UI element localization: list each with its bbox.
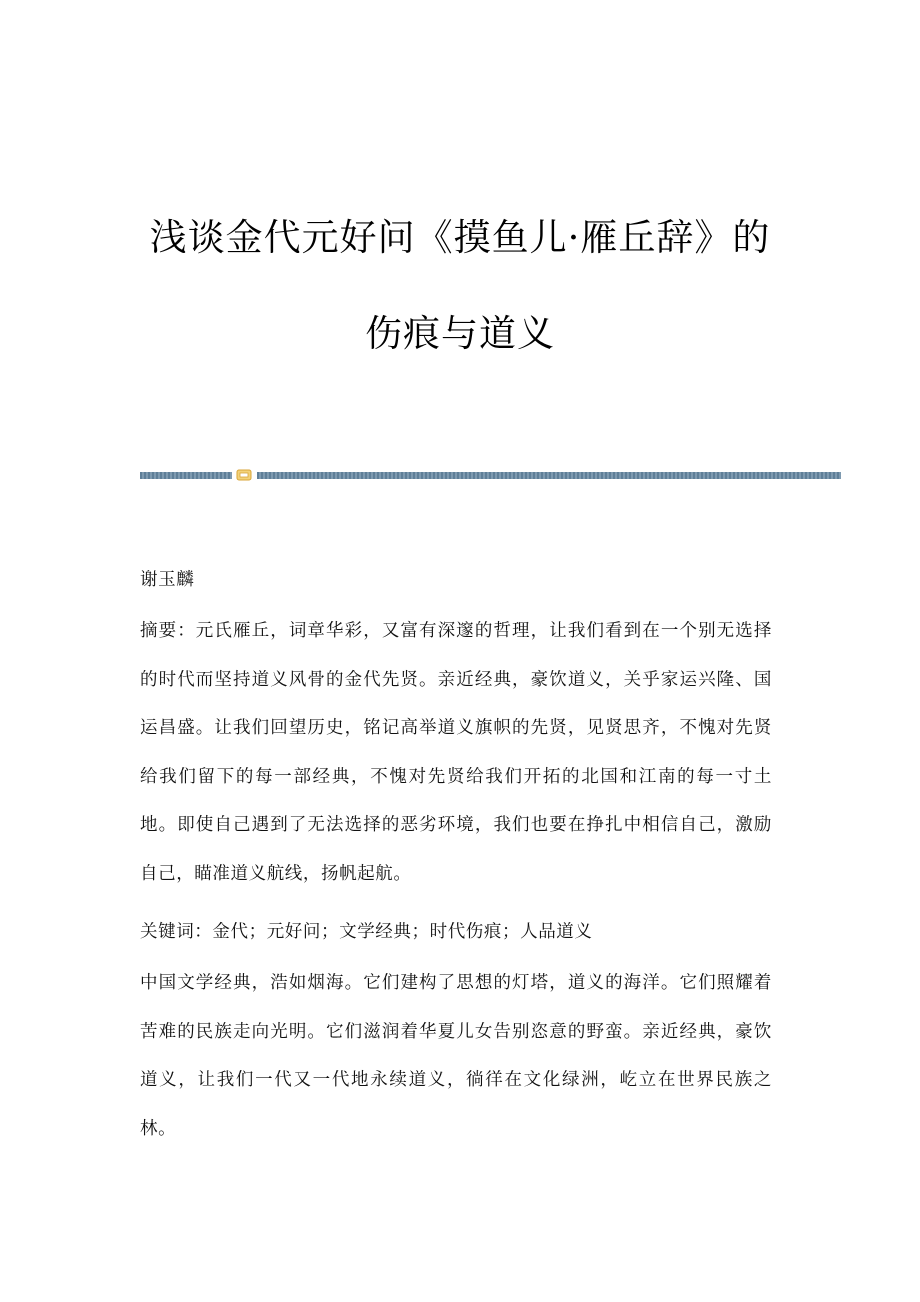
abstract-paragraph: 摘要：元氏雁丘，词章华彩，又富有深邃的哲理，让我们看到在一个别无选择的时代而坚持道义风骨的金代先贤。亲近经典，豪饮道义，关乎家运兴隆、国运昌盛。让我们回望历史，铭记高举道义旗帜的先贤，见贤思齐，不愧对先贤给我们留下的每一部经典，不愧对先贤给我们开拓的北国和江南的每一寸土地。即使自己遇到了无法选择的恶劣环境，我们也要在挣扎中相信自己，激励自己，瞄准道义航线，扬帆起航。	[140, 621, 772, 884]
title-line-1: 浅谈金代元好问《摸鱼儿·雁丘辞》的	[149, 216, 771, 259]
divider-bar-right	[257, 472, 841, 479]
title-line-2: 伤痕与道义	[365, 312, 555, 355]
title-divider	[140, 468, 841, 482]
body-paragraph: 中国文学经典，浩如烟海。它们建构了思想的灯塔，道义的海洋。它们照耀着苦难的民族走向光明。它们滋润着华夏儿女告别恣意的野蛮。亲近经典，豪饮道义，让我们一代又一代地永续道义，徜徉在文化绿洲，屹立在世界民族之林。	[140, 973, 772, 1139]
divider-bar-left	[140, 472, 232, 479]
divider-ornament-icon	[236, 469, 252, 481]
author-name: 谢玉麟	[140, 570, 195, 590]
keywords-line: 关键词：金代；元好问；文学经典；时代伤痕；人品道义	[140, 922, 593, 942]
